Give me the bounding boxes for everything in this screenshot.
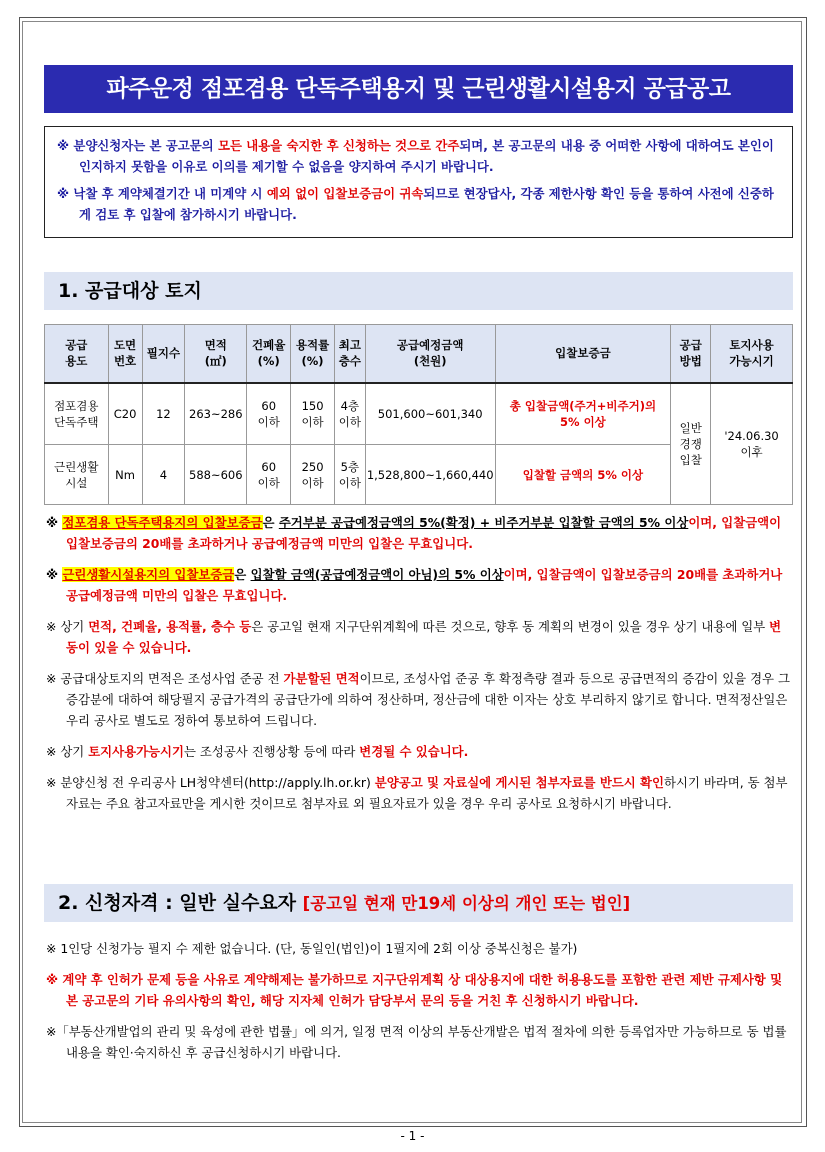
header-floors: 최고 층수	[334, 325, 365, 383]
cell-deposit: 입찰할 금액의 5% 이상	[495, 445, 671, 505]
section-2-heading: 2. 신청자격 : 일반 실수요자 [공고일 현재 만19세 이상의 개인 또는 법인]	[44, 884, 793, 922]
note-store-house-deposit: ※ 점포겸용 단독주택용지의 입찰보증금은 주거부분 공급예정금액의 5%(확정) + 비주거부분 입찰할 금액의 5% 이상이며, 입찰금액이 입찰보증금의 20배를 초과하거나 공급예정금액 미만의 입찰은 무효입니다.	[46, 515, 782, 551]
note-attachments: ※ 분양신청 전 우리공사 LH청약센터(http://apply.lh.or.kr) 분양공고 및 자료실에 게시된 첨부자료를 반드시 확인하시기 바라며, 동 첨부자료는 주요 참고자료만을 게시한 것이므로 첨부자료 외 필요자료가 있을 경우 우리 공사로 요청하시기 바랍니다.	[46, 775, 788, 811]
header-count: 필지수	[142, 325, 185, 383]
header-available: 토지사용 가능시기	[711, 325, 793, 383]
note-plan-change: ※ 상기 면적, 건폐율, 용적률, 층수 등은 공고일 현재 지구단위계획에 따른 것으로, 향후 동 계획의 변경이 있을 경우 상기 내용에 일부 변동이 있을 수 있습니다.	[46, 619, 782, 655]
section-1-notes	[46, 512, 792, 824]
header-use: 공급 용도	[45, 325, 109, 383]
header-far: 용적률 (%)	[291, 325, 335, 383]
cell-far: 250 이하	[291, 445, 335, 505]
note-facility-deposit: ※ 근린생활시설용지의 입찰보증금은 입찰할 금액(공급예정금액이 아님)의 5% 이상이며, 입찰금액이 입찰보증금의 20배를 초과하거나 공급예정금액 미만의 입찰은 무효입니다.	[46, 567, 783, 603]
cell-price: 1,528,800~1,660,440	[365, 445, 495, 505]
header-area: 면적 (㎡)	[185, 325, 247, 383]
cell-price: 501,600~601,340	[365, 383, 495, 445]
cell-count: 4	[142, 445, 185, 505]
header-bcr: 건폐율 (%)	[247, 325, 291, 383]
cell-bcr: 60 이하	[247, 445, 291, 505]
cell-deposit: 총 입찰금액(주거+비주거)의 5% 이상	[495, 383, 671, 445]
note-available-date: ※ 상기 토지사용가능시기는 조성공사 진행상황 등에 따라 변경될 수 있습니다.	[46, 744, 469, 759]
cell-zone: C20	[108, 383, 142, 445]
table-header-row	[45, 325, 793, 383]
notice-paragraph-1: ※ 분양신청자는 본 공고문의 모든 내용을 숙지한 후 신청하는 것으로 간주되며, 본 공고문의 내용 중 어떠한 사항에 대하여도 본인이 인지하지 못함을 이유로 이의를 제기할 수 없음을 양지하여 주시기 바랍니다.	[57, 138, 774, 174]
cell-zone: Nm	[108, 445, 142, 505]
header-method: 공급 방법	[671, 325, 711, 383]
cell-floors: 5층 이하	[334, 445, 365, 505]
cell-count: 12	[142, 383, 185, 445]
notice-paragraph-2: ※ 낙찰 후 계약체결기간 내 미계약 시 예외 없이 입찰보증금이 귀속되므로 현장답사, 각종 제한사항 확인 등을 통하여 사전에 신중하게 검토 후 입찰에 참가하시기 바랍니다.	[57, 186, 774, 222]
note-area-settlement: ※ 공급대상토지의 면적은 조성사업 준공 전 가분할된 면적이므로, 조성사업 준공 후 확정측량 결과 등으로 공급면적의 증감이 있을 경우 그 증감분에 대하여 해당필지 공급가격의 공급단가에 의하여 정산하며, 정산금에 대한 이자는 상호 부리하지 않기로 합니다. 면적정산일은 우리 공사로 별도로 정하여 통보하여 드립니다.	[46, 671, 790, 728]
header-zone: 도면 번호	[108, 325, 142, 383]
cell-available: '24.06.30 이후	[711, 383, 793, 505]
cell-bcr: 60 이하	[247, 383, 291, 445]
cell-use: 점포겸용 단독주택	[45, 383, 109, 445]
notice-box	[44, 126, 793, 238]
supply-table	[44, 324, 793, 505]
section-1-heading: 1. 공급대상 토지	[44, 272, 793, 310]
cell-method: 일반 경쟁 입찰	[671, 383, 711, 505]
cell-floors: 4층 이하	[334, 383, 365, 445]
page-number: - 1 -	[400, 1129, 425, 1143]
cell-use: 근린생활 시설	[45, 445, 109, 505]
section-2-notes	[46, 938, 792, 1073]
header-price: 공급예정금액 (천원)	[365, 325, 495, 383]
note-developer-law: ※「부동산개발업의 관리 및 육성에 관한 법률」에 의거, 일정 면적 이상의 부동산개발은 법적 절차에 의한 등록업자만 가능하므로 동 법률내용을 확인·숙지하신 후 공급신청하시기 바랍니다.	[46, 1024, 787, 1060]
cell-area: 263~286	[185, 383, 247, 445]
table-row	[45, 383, 793, 445]
cell-far: 150 이하	[291, 383, 335, 445]
page-title: 파주운정 점포겸용 단독주택용지 및 근린생활시설용지 공급공고	[44, 65, 793, 113]
note-parcel-limit: ※ 1인당 신청가능 필지 수 제한 없습니다. (단, 동일인(법인)이 1필지에 2회 이상 중복신청은 불가)	[46, 941, 578, 956]
header-deposit: 입찰보증금	[495, 325, 671, 383]
note-no-cancellation: ※ 계약 후 인허가 문제 등을 사유로 계약해제는 불가하므로 지구단위계획 상 대상용지에 대한 허용용도를 포함한 관련 제반 규제사항 및 본 공고문의 기타 유의사항의 확인, 해당 지자체 인허가 담당부서 문의 등을 거친 후 신청하시기 바랍니다.	[46, 972, 783, 1008]
cell-area: 588~606	[185, 445, 247, 505]
